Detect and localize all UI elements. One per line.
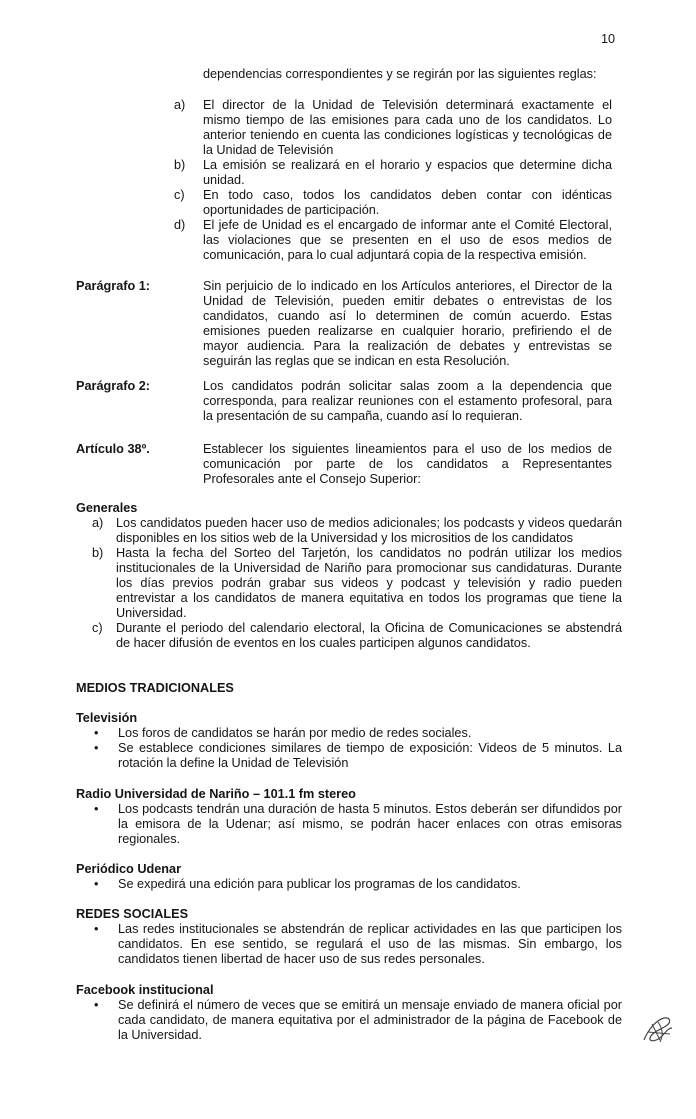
rule-letter: d) [174,218,186,232]
facebook-heading: Facebook institucional [76,983,214,997]
articulo38-label: Artículo 38º. [76,442,150,456]
redes-list [92,922,622,967]
medios-tradicionales-heading: MEDIOS TRADICIONALES [76,681,234,695]
bullet-icon: • [94,922,99,936]
redes-text: Las redes institucionales se abstendrán de replicar actividades en las que participen los candidatos. En ese sentido, se regulará el uso de las mismas. Sin embargo, los candidatos tienen libertad de hacer uso de sus redes personales. [118,922,622,966]
generales-heading: Generales [76,501,138,515]
redes-heading: REDES SOCIALES [76,907,189,921]
television-item [92,741,622,771]
generales-item [92,546,622,621]
generales-text: Hasta la fecha del Sorteo del Tarjetón, los candidatos no podrán utilizar los medios institucionales de la Universidad de Nariño para promocionar sus candidaturas. Durante los días previos podrán grabar sus videos y podcast y televisión y radio pueden entrevistar a los candidatos de manera equitativa en todos los programas que tiene la Universidad. [116,546,622,620]
bullet-icon: • [94,877,99,891]
bullet-icon: • [94,998,99,1012]
rule-text: La emisión se realizará en el horario y espacios que determine dicha unidad. [203,158,612,187]
radio-list [92,802,622,847]
radio-item [92,802,622,847]
paragrafo1-label: Parágrafo 1: [76,279,151,293]
rule-text: El director de la Unidad de Televisión determinará exactamente el mismo tiempo de las emisiones para cada uno de los candidatos. Lo anterior teniendo en cuenta las condiciones logísticas y tecnológicas de la Unidad de Televisión [203,98,612,157]
television-list [92,726,622,771]
generales-item [92,516,622,546]
television-heading: Televisión [76,711,138,725]
generales-item [92,621,622,651]
paragrafo1-text: Sin perjuicio de lo indicado en los Artículos anteriores, el Director de la Unidad de Televisión, pueden emitir debates o entrevistas de los candidatos, cuando así lo determinen de común acuerdo. Estas emisiones pueden realizarse en cualquier horario, prefiriendo el de mayor audiencia. Para la realización de debates y entrevistas se seguirán las reglas que se indican en esta Resolución. [203,279,612,368]
paragrafo2-text: Los candidatos podrán solicitar salas zoom a la dependencia que corresponda, para realizar reuniones con el estamento profesoral, para la presentación de su campaña, cuando así lo requieran. [203,379,612,423]
rule-text: En todo caso, todos los candidatos deben contar con idénticas oportunidades de participación. [203,188,612,217]
generales-letter: b) [92,546,104,560]
radio-heading: Radio Universidad de Nariño – 101.1 fm stereo [76,787,356,801]
rule-item [174,188,612,218]
rule-letter: a) [174,98,186,112]
generales-text: Durante el periodo del calendario electoral, la Oficina de Comunicaciones se abstendrá de hacer difusión de eventos en los cuales participen algunos candidatos. [116,621,622,650]
facebook-list [92,998,622,1043]
facebook-item [92,998,622,1043]
generales-letter: a) [92,516,104,530]
radio-text: Los podcasts tendrán una duración de hasta 5 minutos. Estos deberán ser difundidos por la emisora de la Udenar; así mismo, se podrán hacer enlaces con otras emisoras regionales. [118,802,622,846]
television-text: Los foros de candidatos se harán por medio de redes sociales. [118,726,472,740]
periodico-list [92,877,622,892]
articulo38-text: Establecer los siguientes lineamientos para el uso de los medios de comunicación por parte de los candidatos a Representantes Profesorales ante el Consejo Superior: [203,442,612,486]
page-number: 10 [601,32,616,46]
bullet-icon: • [94,802,99,816]
periodico-heading: Periódico Udenar [76,862,182,876]
paragrafo2-label: Parágrafo 2: [76,379,151,393]
intro-text: dependencias correspondientes y se regirán por las siguientes reglas: [203,67,597,81]
facebook-text: Se definirá el número de veces que se emitirá un mensaje enviado de manera oficial por cada candidato, de manera equitativa por el administrador de la página de Facebook de la Universidad. [118,998,622,1042]
signature-icon [638,1010,678,1054]
rule-item [174,158,612,188]
rule-text: El jefe de Unidad es el encargado de informar ante el Comité Electoral, las violaciones que se presenten en el uso de esos medios de comunicación, para lo cual adjuntará copia de la respectiva emisión. [203,218,612,262]
television-item [92,726,622,741]
television-text: Se establece condiciones similares de tiempo de exposición: Videos de 5 minutos. La rotación la define la Unidad de Televisión [118,741,622,770]
periodico-item [92,877,622,892]
rule-item [174,218,612,263]
redes-item [92,922,622,967]
generales-list [92,516,622,651]
rule-letter: b) [174,158,186,172]
rule-item [174,98,612,158]
bullet-icon: • [94,726,99,740]
periodico-text: Se expedirá una edición para publicar los programas de los candidatos. [118,877,521,891]
generales-text: Los candidatos pueden hacer uso de medios adicionales; los podcasts y videos quedarán disponibles en los sitios web de la Universidad y los micrositios de los candidatos [116,516,622,545]
generales-letter: c) [92,621,103,635]
rules-list [174,98,612,263]
bullet-icon: • [94,741,99,755]
rule-letter: c) [174,188,185,202]
